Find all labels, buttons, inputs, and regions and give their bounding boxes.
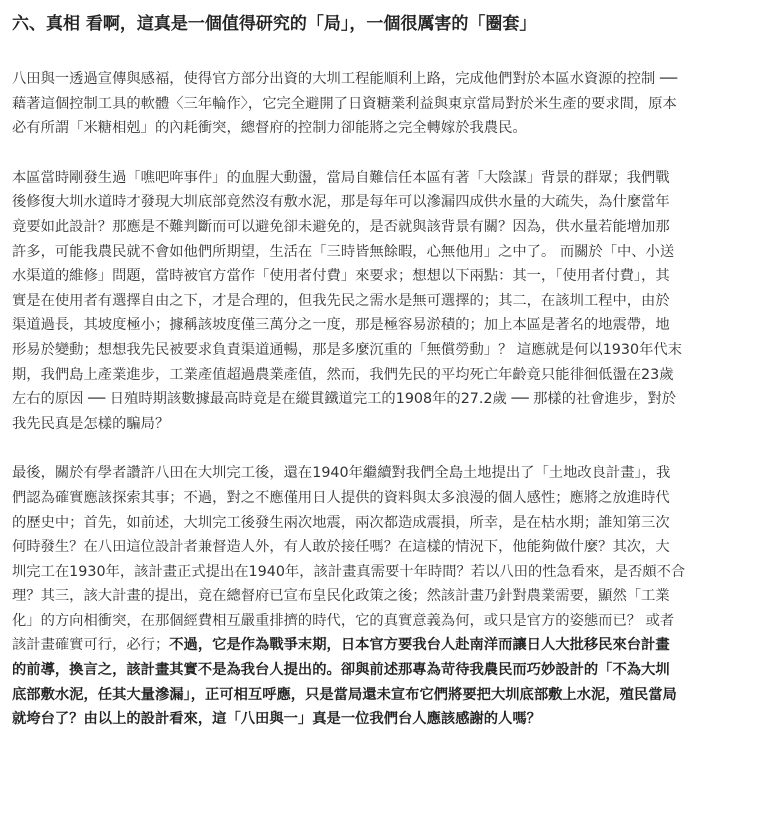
paragraph-line bbox=[12, 511, 748, 536]
paragraph-line bbox=[12, 387, 748, 412]
paragraph-line bbox=[12, 683, 748, 708]
paragraph-line bbox=[12, 338, 748, 363]
body-text: 必有所謂「米糖相剋」的內耗衝突，總督府的控制力卻能將之完全轉嫁於我農民。 bbox=[12, 120, 527, 137]
paragraph-line bbox=[12, 609, 748, 634]
paragraph-line bbox=[12, 486, 748, 511]
paragraph-line bbox=[12, 67, 748, 92]
bold-text: 不過，它是作為戰爭末期，日本官方要我台人赴南洋而讓日人大批移民來台計畫 bbox=[169, 637, 670, 654]
section-heading: 六、真相 看啊，這真是一個值得研究的「局」，一個很厲害的「圈套」 bbox=[12, 14, 537, 34]
bold-text: 就垮台了？由以上的設計看來，這「八田與一」真是一位我們台人應該感謝的人嗎？ bbox=[12, 711, 541, 728]
body-text: 實是在使用者有選擇自由之下，才是合理的，但我先民之需水是無可選擇的；其二，在該圳工程中，由於 bbox=[12, 292, 670, 309]
paragraph-3 bbox=[12, 461, 748, 732]
article-body bbox=[12, 67, 748, 732]
paragraph-line bbox=[12, 633, 748, 658]
paragraph-line bbox=[12, 461, 748, 486]
body-text: 的歷史中；首先，如前述，大圳完工後發生兩次地震，兩次都造成震損，所幸，是在枯水期；誰知第三次 bbox=[12, 514, 670, 531]
body-text: 化」的方向相衝突，在那個經費相互嚴重排擠的時代，它的真實意義為何，或只是官方的姿態而已？ 或者 bbox=[12, 612, 675, 629]
paragraph-line bbox=[12, 363, 748, 388]
body-text: 水渠道的維修」問題，當時被官方當作「使用者付費」來要求；想想以下兩點：其一，「使用者付費」，其 bbox=[12, 268, 670, 285]
bold-text: 底部敷水泥，任其大量滲漏」，正可相互呼應，只是當局還未宣布它們將要把大圳底部敷上水泥，殖民當局 bbox=[12, 686, 677, 703]
body-text: 何時發生？在八田這位設計者兼督造人外，有人敢於接任嗎？在這樣的情況下，他能夠做什麼？其次，大 bbox=[12, 539, 670, 556]
body-text: 渠道過長，其坡度極小；據稱該坡度僅三萬分之一度，那是極容易淤積的；加上本區是著名的地震帶，地 bbox=[12, 317, 670, 334]
body-text: 藉著這個控制工具的軟體〈三年輪作〉，它完全避開了日資糖業利益與東京當局對於米生產的要求間，原本 bbox=[12, 95, 677, 112]
paragraph-line bbox=[12, 313, 748, 338]
paragraph-2 bbox=[12, 166, 748, 437]
paragraph-line bbox=[12, 116, 748, 141]
paragraph-line bbox=[12, 412, 748, 437]
paragraph-1 bbox=[12, 67, 748, 141]
body-text: 圳完工在1930年，該計畫正式提出在1940年，該計畫真需要十年時間？若以八田的性急看來，是否頗不合 bbox=[12, 563, 686, 580]
body-text: 期，我們島上產業進步，工業產值超過農業產值，然而，我們先民的平均死亡年齡竟只能徘徊低盪在23歲 bbox=[12, 366, 674, 383]
body-text: 左右的原因 ── 日殖時期該數據最高時竟是在縱貫鐵道完工的1908年的27.2歲 ── 那樣的社會進步，對於 bbox=[12, 391, 677, 408]
paragraph-line bbox=[12, 535, 748, 560]
bold-text: 的前導，換言之，該計畫其實不是為我台人提出的。卻與前述那專為苛待我農民而巧妙設計的「不為大圳 bbox=[12, 662, 670, 679]
paragraph-line bbox=[12, 289, 748, 314]
paragraph-line bbox=[12, 92, 748, 117]
body-text: 我先民真是怎樣的騙局？ bbox=[12, 415, 170, 432]
paragraph-line bbox=[12, 264, 748, 289]
paragraph-line bbox=[12, 658, 748, 683]
paragraph-line bbox=[12, 240, 748, 265]
body-text: 竟要如此設計？那應是不難判斷而可以避免卻未避免的，是否就與該背景有關？因為，供水量若能增加那 bbox=[12, 218, 670, 235]
body-text: 該計畫確實可行，必行； bbox=[12, 637, 170, 654]
body-text: 八田與一透過宣傳與感褔，使得官方部分出資的大圳工程能順利上路，完成他們對於本區水資源的控制 ── bbox=[12, 71, 678, 87]
paragraph-line bbox=[12, 584, 748, 609]
body-text: 最後，關於有學者讚許八田在大圳完工後，還在1940年繼續對我們全島土地提出了「土地改良計畫」，我 bbox=[12, 465, 671, 482]
body-text: 本區當時剛發生過「噍吧哖事件」的血腥大動盪，當局自難信任本區有著「大陰謀」背景的群眾；我們戰 bbox=[12, 169, 670, 186]
body-text: 許多，可能我農民就不會如他們所期望，生活在「三時皆無餘暇，心無他用」之中了。 而關於「中、小送 bbox=[12, 243, 675, 260]
paragraph-line bbox=[12, 215, 748, 240]
body-text: 形易於變動；想想我先民被要求負責渠道通暢，那是多麼沉重的「無償勞動」？ 這應就是何以1930年代末 bbox=[12, 341, 682, 358]
body-text: 理？其三，該大計畫的提出，竟在總督府已宣布皇民化政策之後；然該計畫乃針對農業需要，顯然「工業 bbox=[12, 588, 670, 605]
paragraph-line bbox=[12, 166, 748, 191]
paragraph-line bbox=[12, 707, 748, 732]
paragraph-line bbox=[12, 560, 748, 585]
body-text: 們認為確實應該探索其事；不過，對之不應僅用日人提供的資料與太多浪漫的個人感性；應將之放進時代 bbox=[12, 489, 670, 506]
paragraph-line bbox=[12, 190, 748, 215]
body-text: 後修復大圳水道時才發現大圳底部竟然沒有敷水泥，那是每年可以滲漏四成供水量的大疏失，為什麼當年 bbox=[12, 194, 670, 211]
